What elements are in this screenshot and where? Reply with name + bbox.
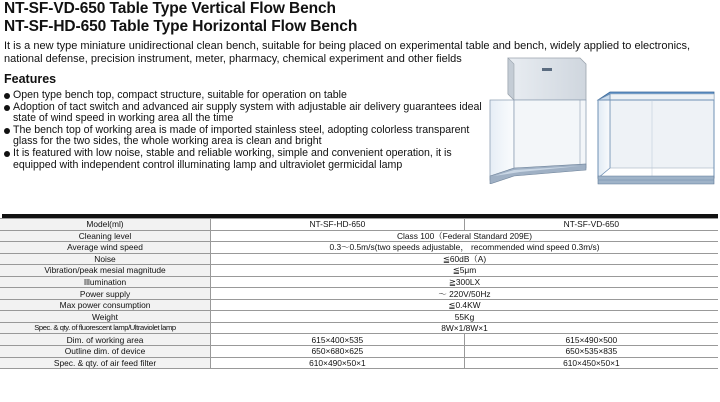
header-model-1: NT-SF-HD-650 <box>211 219 465 231</box>
row-value: 8W×1/8W×1 <box>211 322 719 334</box>
feature-text: Adoption of tact switch and advanced air supply system with adjustable air delivery guarantees ideal state of wind speed in working area all the time <box>13 100 482 125</box>
row-value-model-1: 650×680×625 <box>211 346 465 358</box>
bullet-icon <box>4 151 10 157</box>
row-value: ≦60dB（A) <box>211 253 719 265</box>
table-row <box>0 253 718 265</box>
row-value-model-1: 610×490×50×1 <box>211 357 465 369</box>
row-value-model-2: 615×490×500 <box>464 334 718 346</box>
features-heading: Features <box>4 72 57 86</box>
row-label: Power supply <box>0 288 211 300</box>
row-label: Average wind speed <box>0 242 211 254</box>
spec-table-section <box>0 214 720 369</box>
vertical-flow-bench-image <box>480 56 590 184</box>
table-row <box>0 334 718 346</box>
row-value-model-2: 650×535×835 <box>464 346 718 358</box>
title-horizontal-flow-bench: NT-SF-HD-650 Table Type Horizontal Flow Bench <box>4 18 358 35</box>
table-row <box>0 357 718 369</box>
feature-item <box>4 148 488 171</box>
table-row <box>0 311 718 323</box>
row-label: Vibration/peak mesial magnitude <box>0 265 211 277</box>
horizontal-flow-bench-image <box>592 90 716 185</box>
row-label: Illumination <box>0 276 211 288</box>
table-row <box>0 288 718 300</box>
row-label: Max power consumption <box>0 299 211 311</box>
row-value: Class 100（Federal Standard 209E) <box>211 230 719 242</box>
header-model-2: NT-SF-VD-650 <box>464 219 718 231</box>
bullet-icon <box>4 128 10 134</box>
feature-item <box>4 125 488 148</box>
header-label-cell: Model(ml) <box>0 219 211 231</box>
spec-table <box>0 218 718 369</box>
row-value-model-1: 615×400×535 <box>211 334 465 346</box>
row-label: Outline dim. of device <box>0 346 211 358</box>
feature-text: Open type bench top, compact structure, suitable for operation on table <box>13 89 347 101</box>
feature-item <box>4 102 488 125</box>
table-row <box>0 230 718 242</box>
table-row <box>0 299 718 311</box>
table-header-row <box>0 219 718 231</box>
row-value-model-2: 610×450×50×1 <box>464 357 718 369</box>
row-value: ≧300LX <box>211 276 719 288</box>
table-row <box>0 276 718 288</box>
row-value: ≦5μm <box>211 265 719 277</box>
table-row <box>0 346 718 358</box>
table-row <box>0 322 718 334</box>
table-row <box>0 265 718 277</box>
row-label: Noise <box>0 253 211 265</box>
feature-text: It is featured with low noise, stable and reliable working, simple and convenient operation, it is equipped with independent control illuminating lamp and ultraviolet germicidal lamp <box>13 146 452 171</box>
row-value: ～ 220V/50Hz <box>211 288 719 300</box>
features-list <box>4 90 488 171</box>
row-value: 55Kg <box>211 311 719 323</box>
row-label: Dim. of working area <box>0 334 211 346</box>
bullet-icon <box>4 105 10 111</box>
row-value: 0.3～0.5m/s(two speeds adjustable， recommended wind speed 0.3m/s) <box>211 242 719 254</box>
bullet-icon <box>4 93 10 99</box>
feature-text: The bench top of working area is made of imported stainless steel, adopting colorless transparent glass for the two sides, the whole working area is clean and bright <box>13 123 470 148</box>
row-label: Cleaning level <box>0 230 211 242</box>
title-vertical-flow-bench: NT-SF-VD-650 Table Type Vertical Flow Bench <box>4 0 336 17</box>
row-label: Spec. & qty. of air feed filter <box>0 357 211 369</box>
intro-paragraph: It is a new type miniature unidirectional clean bench, suitable for being placed on experimental table and bench, widely applied to electronics, national defense, precision instrument, meter, pharmacy, chemical experiment and other fields <box>4 40 691 65</box>
table-row <box>0 242 718 254</box>
row-value: ≦0.4KW <box>211 299 719 311</box>
row-label: Spec. & qty. of fluorescent lamp/Ultraviolet lamp <box>0 322 211 334</box>
row-label: Weight <box>0 311 211 323</box>
